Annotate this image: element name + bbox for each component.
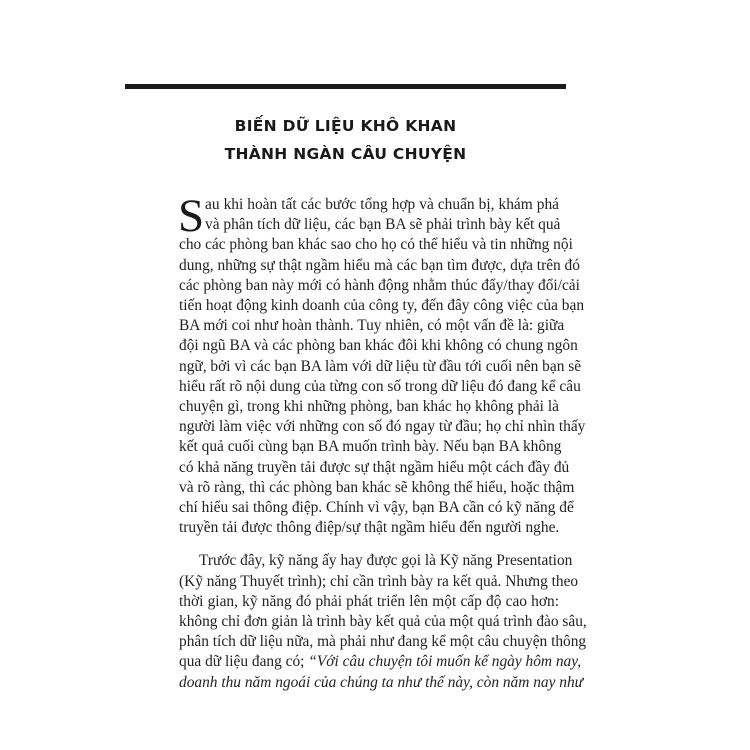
paragraph-1-line-6: tiến hoạt động kinh doanh của công ty, đến đây công việc của bạn <box>179 297 585 315</box>
paragraph-1-line-2: và phân tích dữ liệu, các bạn BA sẽ phải trình bày kết quả <box>205 216 561 234</box>
paragraph-2-line-2: (Kỹ năng Thuyết trình); chỉ cần trình bày ra kết quả. Nhưng theo <box>179 572 579 590</box>
paragraph-2-line-5: phân tích dữ liệu nữa, mà phải như đang kể một câu chuyện thông <box>179 633 587 651</box>
paragraph-2-line-6 <box>179 652 582 672</box>
paragraph-1-line-13: kết quả cuối cùng bạn BA muốn trình bày. Nếu bạn BA không <box>179 438 562 456</box>
body-text <box>178 190 587 693</box>
paragraph-1-line-10: hiểu rất rõ nội dung của từng con số trong dữ liệu đó đang kể câu <box>179 377 581 395</box>
paragraph-1-line-11: chuyện gì, trong khi những phòng, ban khác họ không phải là <box>179 398 559 416</box>
drop-cap: S <box>178 190 205 242</box>
paragraph-1-line-15: và rõ ràng, thì các phòng ban khác sẽ không thể hiểu, hoặc thậm <box>179 478 575 496</box>
paragraph-2-line-7 <box>179 673 584 693</box>
chapter-title-line-2: THÀNH NGÀN CÂU CHUYỆN <box>224 145 467 163</box>
paragraph-2 <box>179 551 587 692</box>
paragraph-2-line-3: thời gian, kỹ năng đó phải phát triển lên một cấp độ cao hơn: <box>179 592 559 610</box>
paragraph-1-line-4: dung, những sự thật ngầm hiểu mà các bạn tìm được, dựa trên đó <box>179 256 580 274</box>
chapter-title <box>125 112 566 168</box>
paragraph-1-line-5: các phòng ban này mới có hành động nhằm thúc đẩy/thay đổi/cải <box>179 276 580 294</box>
paragraph-1 <box>178 190 586 538</box>
paragraph-1-line-14: có khả năng truyền tải được sự thật ngầm hiểu một cách đầy đủ <box>179 458 570 476</box>
paragraph-2-line-1: Trước đây, kỹ năng ấy hay được gọi là Kỹ năng Presentation <box>199 552 573 570</box>
paragraph-2-line-4: không chỉ đơn giản là trình bày kết quả của một quá trình đào sâu, <box>179 613 587 631</box>
paragraph-1-line-3: cho các phòng ban khác sao cho họ có thể hiểu và tin những nội <box>179 236 573 254</box>
quote-text: “Với câu chuyện tôi muốn kể ngày hôm nay, <box>308 653 582 671</box>
paragraph-1-line-16: chí hiểu sai thông điệp. Chính vì vậy, bạn BA cần có kỹ năng để <box>179 499 574 517</box>
paragraph-1-line-9: ngữ, bởi vì các bạn BA làm với dữ liệu từ đầu tới cuối nên bạn sẽ <box>179 357 582 375</box>
paragraph-1-line-12: người làm việc với những con số đó ngay từ đầu; họ chỉ nhìn thấy <box>179 418 586 436</box>
quote-text: doanh thu năm ngoái của chúng ta như thế này, còn năm nay như <box>179 673 584 691</box>
paragraph-1-line-7: BA mới coi như hoàn thành. Tuy nhiên, có một vấn đề là: giữa <box>179 317 565 335</box>
paragraph-1-line-17: truyền tải được thông điệp/sự thật ngầm hiểu đến người nghe. <box>179 519 560 537</box>
line-text: qua dữ liệu đang có; <box>179 653 309 671</box>
top-rule <box>125 84 566 89</box>
line-text: au khi hoàn tất các bước tổng hợp và chuẩn bị, khám phá <box>205 196 559 213</box>
paragraph-1-line-8: đội ngũ BA và các phòng ban khác đôi khi không có chung ngôn <box>179 337 578 355</box>
chapter-title-line-1: BIẾN DỮ LIỆU KHÔ KHAN <box>234 117 457 135</box>
